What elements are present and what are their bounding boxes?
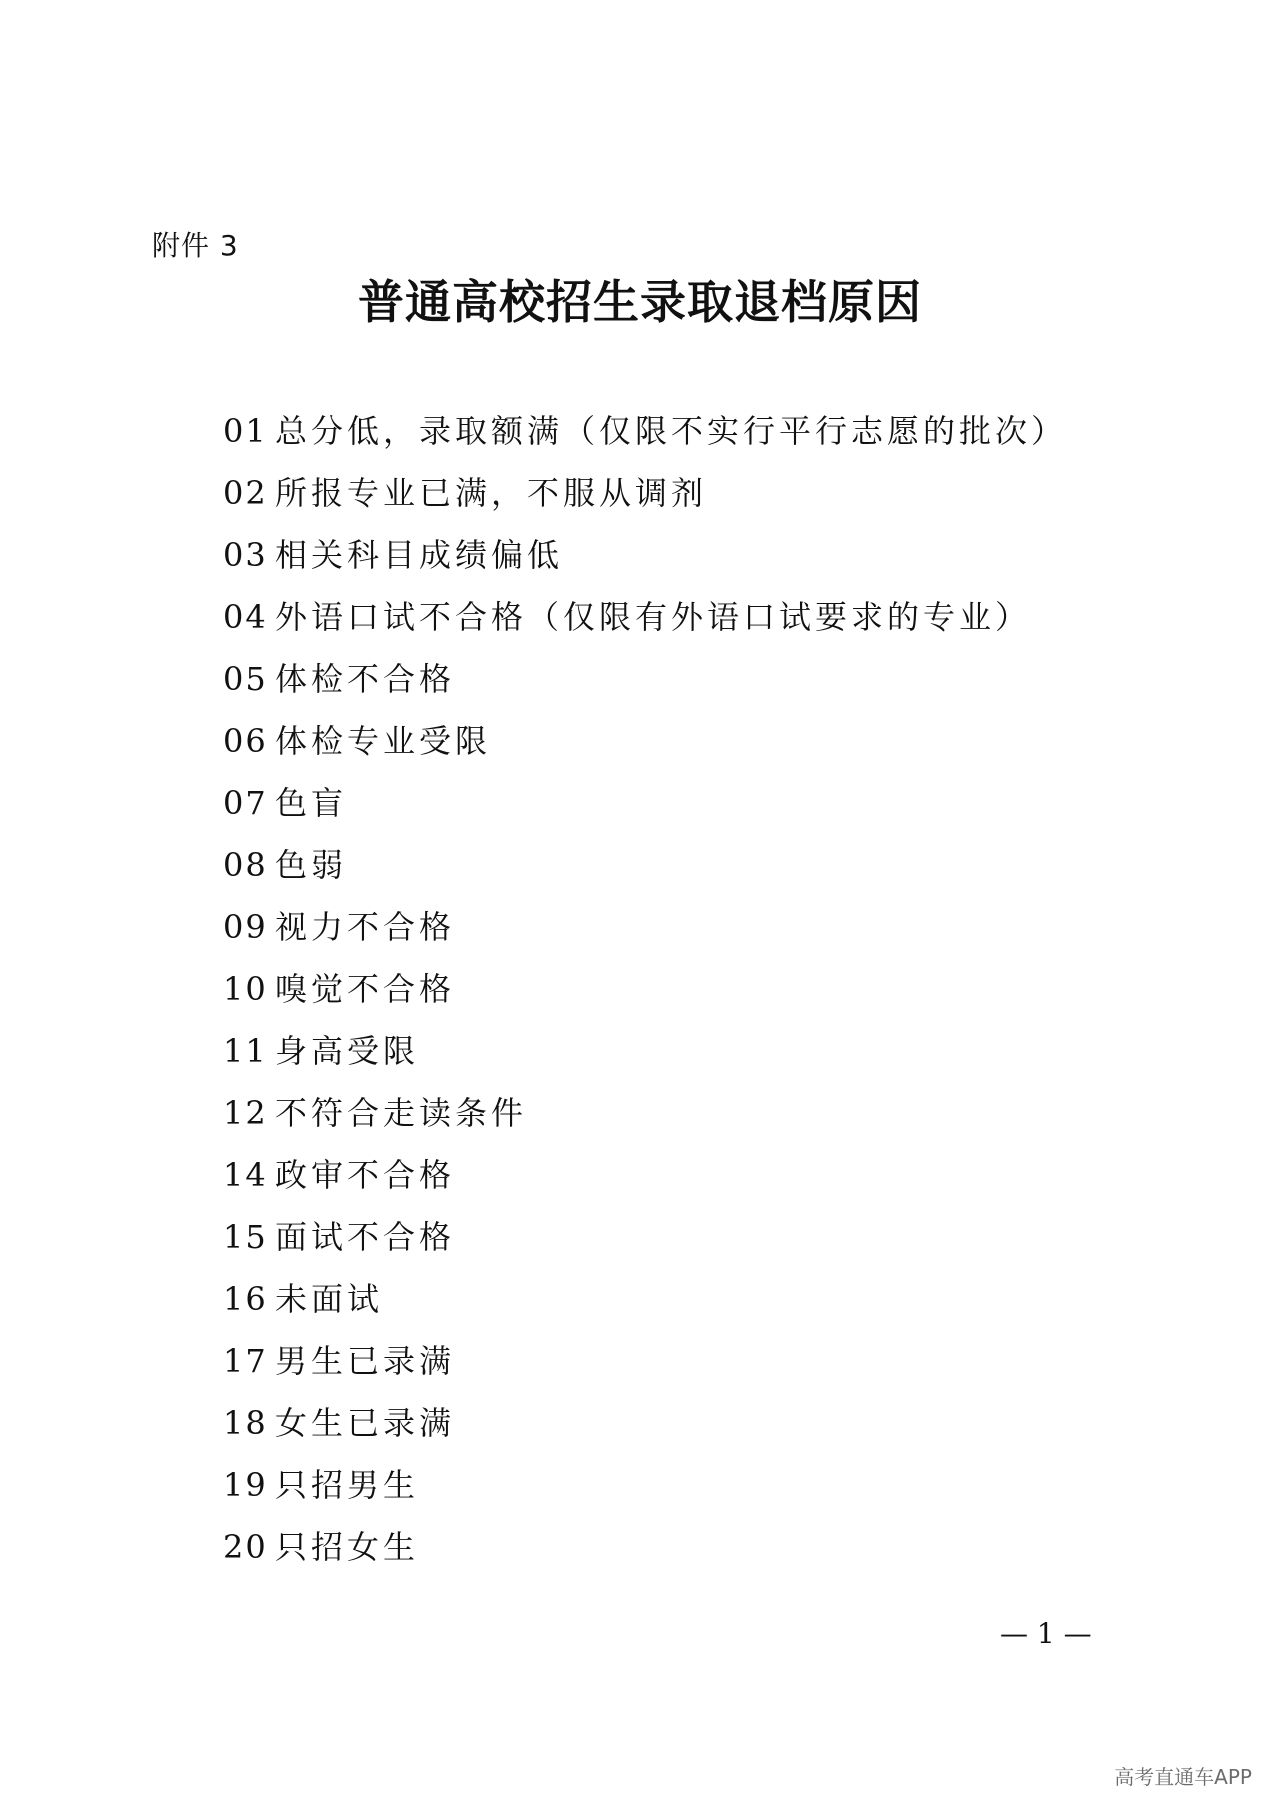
reason-text: 外语口试不合格（仅限有外语口试要求的专业） <box>275 598 1032 636</box>
reason-code: 09 <box>223 908 268 946</box>
reason-code: 14 <box>223 1156 268 1194</box>
reason-text: 所报专业已满，不服从调剂 <box>275 474 708 512</box>
reason-code: 06 <box>223 722 268 760</box>
reason-code: 03 <box>223 536 268 574</box>
reason-list <box>223 406 1067 1584</box>
attachment-label: 附件 3 <box>152 229 239 262</box>
reason-code: 11 <box>223 1032 268 1070</box>
list-item <box>223 964 1067 1026</box>
reason-text: 总分低，录取额满（仅限不实行平行志愿的批次） <box>275 412 1068 450</box>
list-item <box>223 840 1067 902</box>
list-item <box>223 1026 1067 1088</box>
reason-code: 18 <box>223 1404 268 1442</box>
list-item <box>223 1398 1067 1460</box>
list-item <box>223 592 1067 654</box>
list-item <box>223 530 1067 592</box>
list-item <box>223 1212 1067 1274</box>
reason-text: 身高受限 <box>275 1032 420 1070</box>
reason-text: 只招女生 <box>275 1528 420 1566</box>
list-item <box>223 716 1067 778</box>
reason-text: 体检不合格 <box>275 660 456 698</box>
reason-code: 02 <box>223 474 268 512</box>
reason-code: 12 <box>223 1094 268 1132</box>
reason-text: 色盲 <box>275 784 348 822</box>
reason-text: 视力不合格 <box>275 908 456 946</box>
reason-code: 19 <box>223 1466 268 1504</box>
document-title: 普通高校招生录取退档原因 <box>358 275 922 329</box>
list-item <box>223 778 1067 840</box>
list-item <box>223 406 1067 468</box>
reason-text: 未面试 <box>275 1280 384 1318</box>
list-item <box>223 1088 1067 1150</box>
list-item <box>223 1150 1067 1212</box>
reason-text: 面试不合格 <box>275 1218 456 1256</box>
watermark: 高考直通车APP <box>1114 1765 1252 1789</box>
reason-text: 男生已录满 <box>275 1342 456 1380</box>
list-item <box>223 654 1067 716</box>
list-item <box>223 468 1067 530</box>
reason-text: 相关科目成绩偏低 <box>275 536 564 574</box>
reason-code: 15 <box>223 1218 268 1256</box>
list-item <box>223 1336 1067 1398</box>
reason-text: 女生已录满 <box>275 1404 456 1442</box>
page-number: — 1 — <box>1000 1617 1092 1650</box>
list-item <box>223 1460 1067 1522</box>
reason-code: 16 <box>223 1280 268 1318</box>
reason-code: 10 <box>223 970 268 1008</box>
list-item <box>223 902 1067 964</box>
reason-code: 04 <box>223 598 268 636</box>
reason-text: 不符合走读条件 <box>275 1094 528 1132</box>
reason-code: 20 <box>223 1528 268 1566</box>
list-item <box>223 1274 1067 1336</box>
reason-code: 17 <box>223 1342 268 1380</box>
reason-code: 01 <box>223 412 268 450</box>
reason-text: 政审不合格 <box>275 1156 456 1194</box>
list-item <box>223 1522 1067 1584</box>
reason-text: 色弱 <box>275 846 348 884</box>
reason-code: 07 <box>223 784 268 822</box>
reason-code: 05 <box>223 660 268 698</box>
reason-code: 08 <box>223 846 268 884</box>
reason-text: 只招男生 <box>275 1466 420 1504</box>
reason-text: 体检专业受限 <box>275 722 492 760</box>
reason-text: 嗅觉不合格 <box>275 970 456 1008</box>
